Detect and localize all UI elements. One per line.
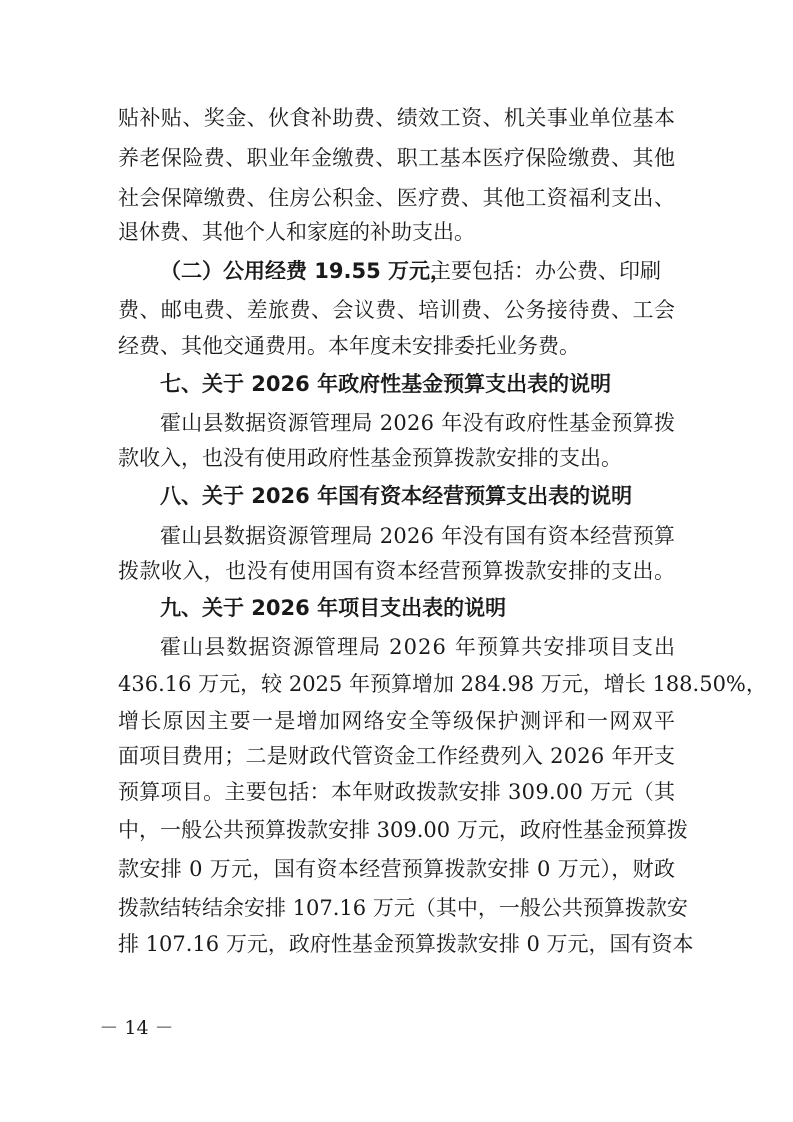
body-line: 款收入，也没有使用政府性基金预算拨款安排的支出。 bbox=[118, 446, 622, 470]
body-line: 霍山县数据资源管理局 2026 年没有政府性基金预算拨 bbox=[160, 411, 676, 435]
subsection-line: （二）公用经费 19.55 万元， 主要包括：办公费、印刷 bbox=[0, 253, 793, 289]
body-line: 拨款结转结余安排 107.16 万元（其中，一般公共预算拨款安 bbox=[118, 896, 688, 920]
body-line: 社会保障缴费、住房公积金、医疗费、其他工资福利支出、 bbox=[118, 186, 676, 210]
section-heading-7: 七、关于 2026 年政府性基金预算支出表的说明 bbox=[160, 372, 612, 396]
body-line: 养老保险费、职业年金缴费、职工基本医疗保险缴费、其他 bbox=[118, 146, 676, 170]
body-line: 贴补贴、奖金、伙食补助费、绩效工资、机关事业单位基本 bbox=[118, 106, 676, 130]
body-line: 费、邮电费、差旅费、会议费、培训费、公务接待费、工会 bbox=[118, 298, 676, 322]
body-line: 增长原因主要一是增加网络安全等级保护测评和一网双平 bbox=[118, 709, 677, 733]
body-line: 经费、其他交通费用。本年度未安排委托业务费。 bbox=[118, 334, 580, 358]
body-line: 退休费、其他个人和家庭的补助支出。 bbox=[118, 220, 475, 244]
body-line: 面项目费用；二是财政代管资金工作经费列入 2026 年开支 bbox=[118, 744, 676, 768]
body-line: 排 107.16 万元，政府性基金预算拨款安排 0 万元，国有资本 bbox=[118, 932, 694, 956]
body-line: 436.16 万元，较 2025 年预算增加 284.98 万元，增长 188.50%， bbox=[118, 672, 767, 696]
body-line: 款安排 0 万元，国有资本经营预算拨款安排 0 万元），财政 bbox=[118, 857, 676, 881]
subsection-heading: （二）公用经费 19.55 万元， bbox=[160, 259, 452, 283]
body-line: 拨款收入，也没有使用国有资本经营预算拨款安排的支出。 bbox=[118, 559, 676, 583]
body-line: 中，一般公共预算拨款安排 309.00 万元，政府性基金预算拨 bbox=[118, 818, 688, 842]
section-heading-8: 八、关于 2026 年国有资本经营预算支出表的说明 bbox=[160, 484, 633, 508]
body-line: 预算项目。主要包括：本年财政拨款安排 309.00 万元（其 bbox=[118, 780, 676, 804]
section-heading-9: 九、关于 2026 年项目支出表的说明 bbox=[160, 596, 507, 620]
page-number: － 14 － bbox=[99, 1017, 174, 1039]
body-line: 霍山县数据资源管理局 2026 年没有国有资本经营预算 bbox=[160, 524, 676, 548]
body-line: 霍山县数据资源管理局 2026 年预算共安排项目支出 bbox=[160, 635, 677, 659]
